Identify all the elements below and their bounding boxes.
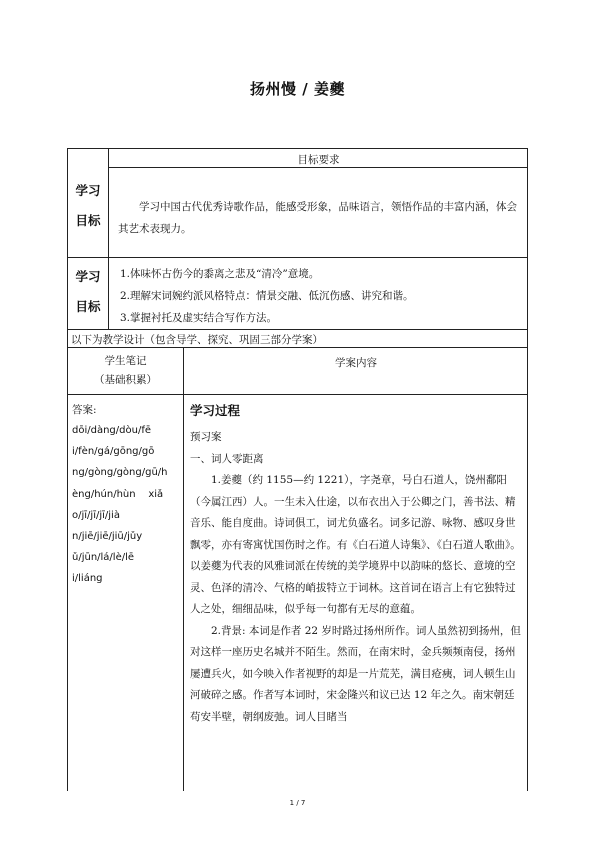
goals-label-line2: 目标 — [75, 213, 101, 228]
paragraph-author: 1.姜夔（约 1155—约 1221），字尧章，号白石道人，饶州鄱阳（今属江西）人。一生未入仕途，以布衣出入于公卿之门，善书法、精音乐、能自度曲。诗词俱工，词尤负盛名。词多记游、咏物、感叹身世飘零，亦有寄寓忧国伤时之作。有《白石道人诗集》、《白石道人歌曲》。以姜夔为代表的风雅词派在传统的美学境界中以韵味的悠长、意境的空灵、色泽的清冷、气格的峭拔特立于词林。这首词在语言上有它独特过人之处，细细品味，似乎每一句都有无尽的意蕴。 — [190, 474, 521, 615]
intro-line: 以下为教学设计（包含导学、探究、巩固三部分学案） — [71, 334, 323, 346]
notes-header-line2: （基础积累） — [94, 374, 157, 386]
answer-line: o/jī/jī/jī/jià — [72, 509, 120, 521]
table-rule — [108, 149, 109, 329]
focus-item: 3.掌握衬托及虚实结合写作方法。 — [120, 312, 278, 324]
focus-label-line2: 目标 — [75, 299, 101, 314]
focus-label — [68, 267, 108, 315]
goals-header: 目标要求 — [297, 154, 340, 166]
focus-label-line1: 学习 — [75, 269, 101, 284]
notes-column-header — [68, 352, 183, 390]
answer-line: i/fèn/gá/gōng/gō — [72, 446, 155, 458]
table-rule — [108, 167, 528, 168]
answer-line: èng/hún/hùn xiǎ — [72, 488, 164, 500]
content-column-header: 学案内容 — [335, 357, 377, 369]
goals-text: 学习中国古代优秀诗歌作品，能感受形象，品味语言，领悟作品的丰富内涵，体会其艺术表现力。 — [118, 201, 517, 235]
table-rule — [183, 347, 184, 791]
part-heading: 一、词人零距离 — [190, 452, 264, 465]
focus-list — [120, 263, 525, 329]
answer-line: n/jiē/jiē/jiū/jǔy — [72, 531, 143, 543]
focus-item: 2.理解宋词婉约派风格特点：情景交融、低沉伤感、讲究和谐。 — [120, 290, 414, 302]
lesson-table — [67, 148, 528, 791]
page-number: 1 / 7 — [289, 799, 306, 807]
page-title: 扬州慢 / 姜夔 — [250, 80, 345, 98]
table-rule — [68, 394, 528, 395]
notes-header-line1: 学生笔记 — [104, 355, 147, 367]
goals-label — [68, 181, 108, 229]
notes-label: 答案: — [72, 404, 97, 416]
focus-item: 1.体味怀古伤今的黍离之悲及“清冷”意境。 — [120, 268, 320, 280]
table-rule — [68, 257, 528, 258]
content-cell — [190, 401, 522, 728]
table-rule — [68, 329, 528, 330]
answer-line: ng/gòng/gòng/gū/h — [72, 467, 168, 479]
sub-heading: 预习案 — [190, 431, 222, 443]
paragraph-background: 2.背景: 本词是作者 22 岁时路过扬州所作。词人虽然初到扬州，但对这样一座历史名城并不陌生。然而，在南宋时，金兵频频南侵，扬州屡遭兵火，如今映入作者视野的却是一片荒芜，满目疮痍，词人顿生山河破碎之感。作者写本词时，宋金隆兴和议已达 12 年之久。南宋朝廷苟安半壁，朝纲废弛。词人目睹当 — [190, 624, 521, 723]
answer-line: i/liáng — [72, 573, 103, 585]
notes-cell — [72, 401, 180, 590]
table-rule — [68, 347, 528, 348]
answer-line: dōi/dàng/dòu/fē — [72, 425, 151, 436]
answer-line: ǔ/jūn/lá/lè/lē — [72, 552, 135, 564]
section-heading: 学习过程 — [190, 403, 241, 418]
goals-label-line1: 学习 — [75, 183, 101, 198]
